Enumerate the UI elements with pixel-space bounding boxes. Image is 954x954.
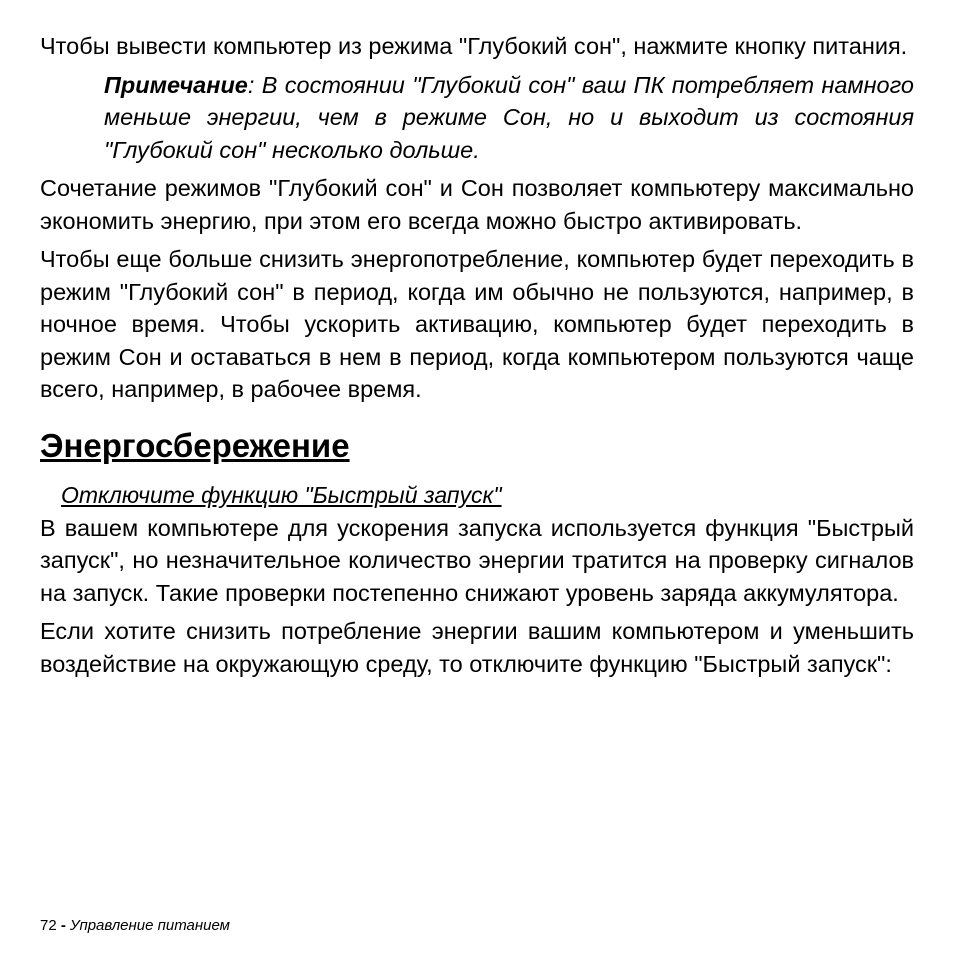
page-number: 72 xyxy=(40,917,57,934)
footer-section-title: Управление питанием xyxy=(70,917,230,934)
page-content xyxy=(40,30,914,680)
note-text: : В состоянии "Глубокий сон" ваш ПК потребляет намного меньше энергии, чем в режиме Сон, но и выходит из состояния "Глубокий сон" несколько дольше. xyxy=(104,71,914,163)
paragraph-power-reduction: Чтобы еще больше снизить энергопотребление, компьютер будет переходить в режим "Глубокий сон" в период, когда им обычно не пользуются, например, в ночное время. Чтобы ускорить активацию, компьютер будет переходить в режим Сон и оставаться в нем в период, когда компьютером пользуются чаще всего, например, в рабочее время. xyxy=(40,246,914,402)
subheading-fast-startup: Отключите функцию "Быстрый запуск" xyxy=(61,481,502,508)
paragraph-disable-fast-startup: Если хотите снизить потребление энергии вашим компьютером и уменьшить воздействие на окружающую среду, то отключите функцию "Быстрый запуск": xyxy=(40,618,914,677)
page-footer xyxy=(40,917,230,934)
section-heading: Энергосбережение xyxy=(40,426,350,464)
note-paragraph xyxy=(104,69,914,167)
note-label: Примечание xyxy=(104,71,248,98)
intro-paragraph: Чтобы вывести компьютер из режима "Глубокий сон", нажмите кнопку питания. xyxy=(40,33,908,59)
paragraph-fast-startup: В вашем компьютере для ускорения запуска используется функция "Быстрый запуск", но незначительное количество энергии тратится на проверку сигналов на запуск. Такие проверки постепенно снижают уровень заряда аккумулятора. xyxy=(40,514,914,606)
footer-separator: - xyxy=(60,917,66,934)
paragraph-sleep-combination: Сочетание режимов "Глубокий сон" и Сон позволяет компьютеру максимально экономить энергию, при этом его всегда можно быстро активировать. xyxy=(40,175,914,234)
